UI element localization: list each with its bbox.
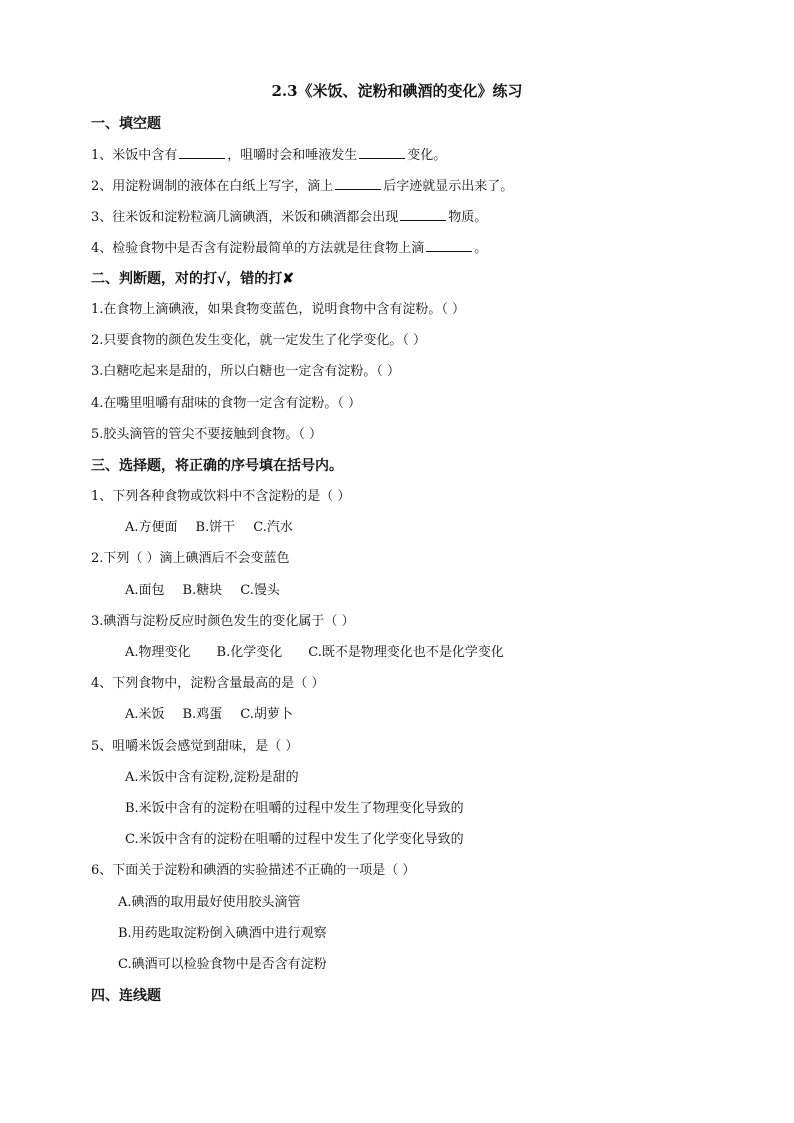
choice-question-4: 4、下列食物中，淀粉含量最高的是（ ） [91, 676, 325, 691]
option-b[interactable]: B.鸡蛋 [182, 707, 223, 722]
option-a[interactable]: A.米饭中含有淀粉,淀粉是甜的 [125, 770, 299, 785]
option-c[interactable]: C.米饭中含有的淀粉在咀嚼的过程中发生了化学变化导致的 [125, 832, 464, 847]
option-b[interactable]: B.糖块 [182, 583, 223, 598]
choice-question-3: 3.碘酒与淀粉反应时颜色发生的变化属于（ ） [91, 614, 355, 629]
judge-question: 2.只要食物的颜色发生变化，就一定发生了化学变化。（ ） [91, 333, 427, 348]
choice-options-2 [125, 582, 280, 600]
answer-blank[interactable] [400, 208, 446, 221]
answer-blank[interactable] [179, 146, 225, 159]
fill-question-3: 3、往米饭和淀粉粒滴几滴碘酒，米饭和碘酒都会出现 物质。 [91, 210, 488, 225]
judge-question: 1.在食物上滴碘液，如果食物变蓝色，说明食物中含有淀粉。（ ） [91, 302, 466, 317]
choice-question-5: 5、咀嚼米饭会感觉到甜味，是（ ） [91, 739, 299, 754]
section-matching: 四、连线题 [91, 988, 161, 1004]
option-b[interactable]: B.化学变化 [216, 645, 283, 660]
choice-options-4 [125, 706, 293, 724]
option-c[interactable]: C.馒头 [240, 583, 280, 598]
section-fill-in: 一、填空题 [91, 116, 161, 132]
option-c[interactable]: C.碘酒可以检验食物中是否含有淀粉 [118, 957, 327, 972]
choice-options-3 [125, 644, 504, 662]
section-multiple-choice: 三、选择题，将正确的序号填在括号内。 [91, 458, 343, 474]
option-b[interactable]: B.米饭中含有的淀粉在咀嚼的过程中发生了物理变化导致的 [125, 801, 464, 816]
answer-blank[interactable] [335, 177, 381, 190]
option-c[interactable]: C.汽水 [253, 520, 293, 535]
option-a[interactable]: A.方便面 [125, 520, 178, 535]
option-a[interactable]: A.碘酒的取用最好使用胶头滴管 [118, 895, 301, 910]
answer-blank[interactable] [359, 146, 405, 159]
option-a[interactable]: A.物理变化 [125, 645, 191, 660]
section-true-false: 二、判断题，对的打√，错的打✘ [91, 271, 294, 287]
choice-options-1 [125, 519, 293, 537]
judge-question: 5.胶头滴管的管尖不要接触到食物。（ ） [91, 427, 323, 442]
option-a[interactable]: A.面包 [125, 583, 165, 598]
fill-question-1: 1、米饭中含有 ，咀嚼时会和唾液发生 变化。 [91, 148, 447, 163]
choice-question-1: 1、下列各种食物或饮料中不含淀粉的是（ ） [91, 489, 351, 504]
fill-question-2: 2、用淀粉调制的液体在白纸上写字，滴上 后字迹就显示出来了。 [91, 179, 514, 194]
choice-question-6: 6、下面关于淀粉和碘酒的实验描述不正确的一项是（ ） [91, 863, 416, 878]
option-b[interactable]: B.用药匙取淀粉倒入碘酒中进行观察 [118, 926, 327, 941]
judge-question: 4.在嘴里咀嚼有甜味的食物一定含有淀粉。（ ） [91, 396, 362, 411]
option-b[interactable]: B.饼干 [195, 520, 236, 535]
answer-blank[interactable] [426, 239, 472, 252]
option-c[interactable]: C.胡萝卜 [240, 707, 293, 722]
option-c[interactable]: C.既不是物理变化也不是化学变化 [308, 645, 504, 660]
option-a[interactable]: A.米饭 [125, 707, 165, 722]
judge-question: 3.白糖吃起来是甜的，所以白糖也一定含有淀粉。（ ） [91, 364, 401, 379]
fill-question-4: 4、检验食物中是否含有淀粉最简单的方法就是往食物上滴 。 [91, 241, 488, 256]
choice-question-2: 2.下列（ ）滴上碘酒后不会变蓝色 [91, 551, 290, 566]
page-title: 2.3《米饭、淀粉和碘酒的变化》练习 [271, 82, 523, 100]
